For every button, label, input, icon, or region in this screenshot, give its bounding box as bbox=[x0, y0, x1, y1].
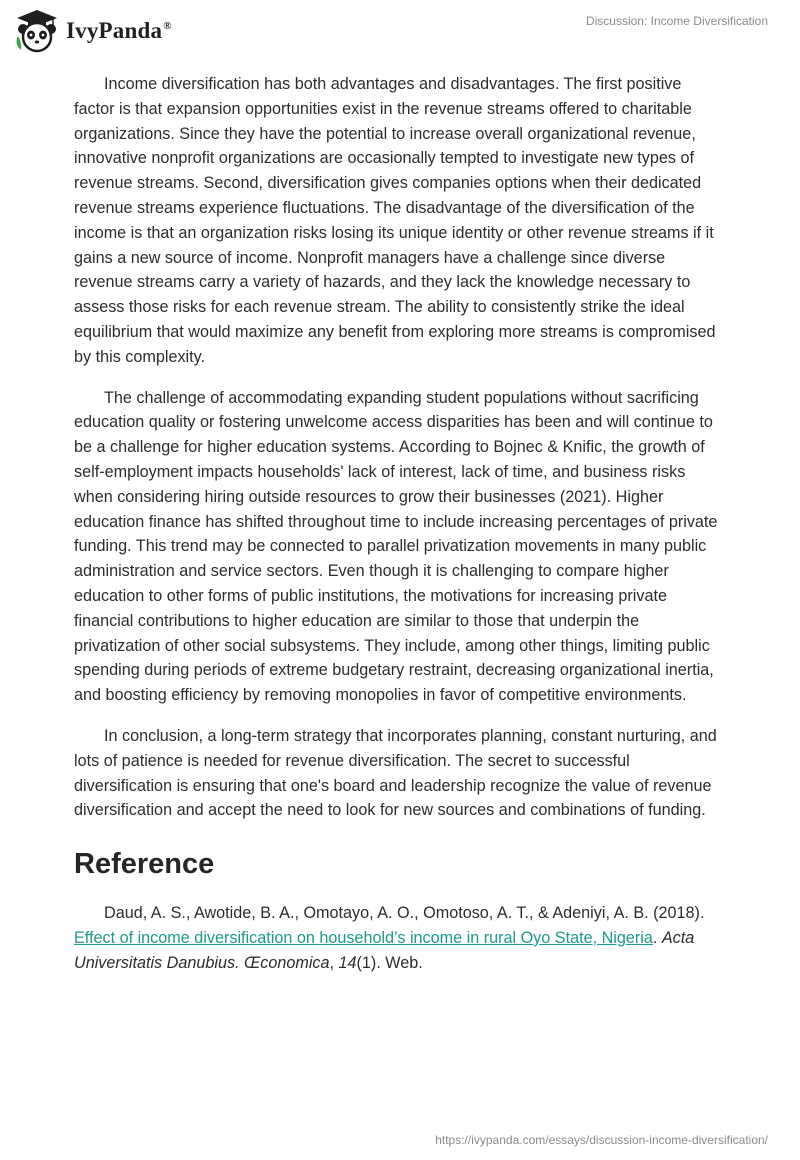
reference-entry: Daud, A. S., Awotide, B. A., Omotayo, A. O., Omotoso, A. T., & Adeniyi, A. B. (2018). Effect of income diversification on household’s income in rural Oyo State, Nigeria. Acta Universitatis Danubius. Œconomica, 14(1). Web. bbox=[74, 904, 705, 972]
footer-url: https://ivypanda.com/essays/discussion-income-diversification/ bbox=[435, 1133, 768, 1147]
reference-journal: Acta Universitatis Danubius. Œconomica bbox=[74, 928, 695, 972]
document-title: Discussion: Income Diversification bbox=[585, 14, 768, 28]
reference-volume: 14 bbox=[338, 953, 357, 972]
reference-heading: Reference bbox=[74, 848, 215, 881]
reference-authors: Daud, A. S., Awotide, B. A., Omotayo, A. O., Omotoso, A. T., & Adeniyi, A. B. (2018). bbox=[104, 904, 705, 923]
essay-body bbox=[74, 72, 724, 976]
reference-link[interactable]: Effect of income diversification on household’s income in rural Oyo State, Nigeria bbox=[74, 928, 653, 947]
logo[interactable] bbox=[14, 8, 172, 54]
paragraph-advantages: Income diversification has both advantages and disadvantages. The first positive factor is that expansion opportunities exist in the revenue streams offered to charitable organizations. Since they have the potential to increase overall organizational revenue, innovative nonprofit organizations are occasionally tempted to investigate new types of revenue streams. Second, diversification gives companies options when their dedicated revenue streams experience fluctuations. The disadvantage of the diversification of the income is that an organization risks losing its unique identity or other revenue streams if it gains a new source of income. Nonprofit managers have a challenge since diverse revenue streams carry a variety of hazards, and they lack the knowledge necessary to assess those risks for each revenue stream. The ability to consistently strike the ideal equilibrium that would maximize any benefit from exploring more streams is compromised by this complexity. bbox=[74, 75, 716, 366]
brand-name: IvyPanda® bbox=[66, 18, 172, 43]
paragraph-conclusion: In conclusion, a long-term strategy that incorporates planning, constant nurturing, and lots of patience is needed for revenue diversification. The secret to successful diversification is ensuring that one's board and leadership recognize the value of revenue diversification and accept the need to look for new sources and combinations of funding. bbox=[74, 726, 717, 820]
page-header bbox=[0, 0, 800, 62]
panda-logo-icon bbox=[14, 8, 60, 54]
paragraph-higher-education: The challenge of accommodating expanding student populations without sacrificing education quality or fostering unwelcome access disparities has been and will continue to be a challenge for higher education systems. According to Bojnec & Knific, the growth of self-employment impacts households' lack of interest, lack of time, and business risks when considering hiring outside resources to grow their businesses (2021). Higher education finance has shifted throughout time to include increasing percentages of private funding. This trend may be connected to parallel privatization movements in many public administration and service sectors. Even though it is challenging to compare higher education to other forms of public institutions, the motivations for increasing private financial contributions to higher education are similar to those that underpin the privatization of other social subsystems. They include, among other things, limiting public spending during periods of extreme budgetary restraint, decreasing organizational inertia, and boosting efficiency by removing monopolies in favor of competitive environments. bbox=[74, 388, 718, 705]
